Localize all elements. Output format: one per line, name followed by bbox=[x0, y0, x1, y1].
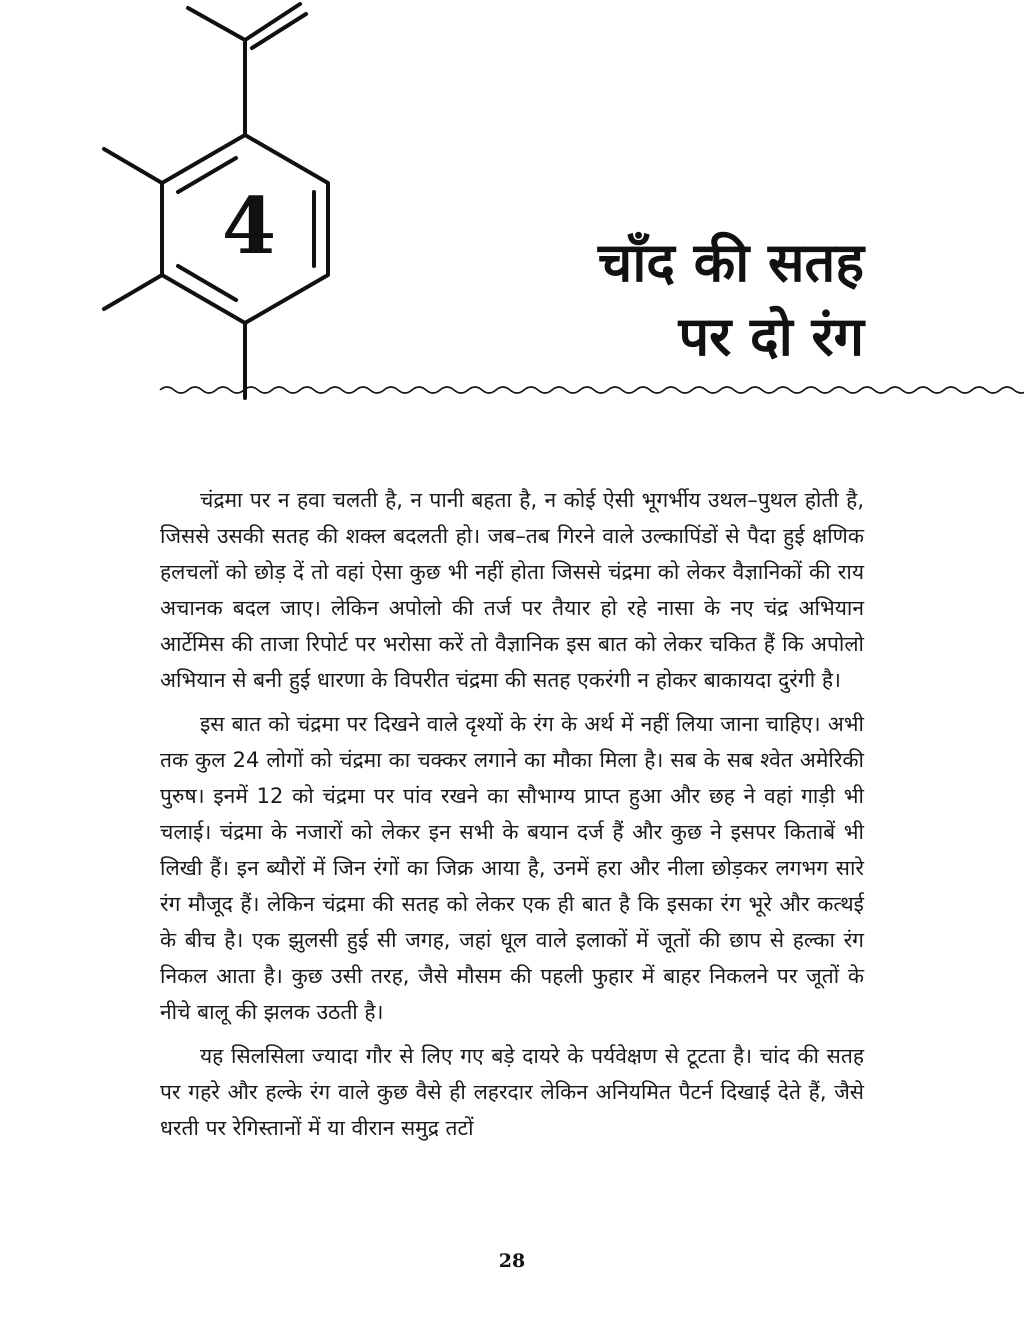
chapter-title-line-1: चाँद की सतह bbox=[598, 231, 864, 294]
wavy-underline bbox=[160, 387, 1024, 393]
body-text bbox=[160, 482, 864, 1154]
page-number: 28 bbox=[498, 1250, 526, 1272]
bond-lower-left bbox=[104, 275, 162, 309]
paragraph: इस बात को चंद्रमा पर दिखने वाले दृश्यों के रंग के अर्थ में नहीं लिया जाना चाहिए। अभी तक कुल 24 लोगों को चंद्रमा का चक्कर लगाने का मौका मिला है। सब के सब श्वेत अमेरिकी पुरुष। इनमें 12 को चंद्रमा पर पांव रखने का सौभाग्य प्राप्त हुआ और छह ने वहां गाड़ी भी चलाई। चंद्रमा के नजारों को लेकर इन सभी के बयान दर्ज हैं और कुछ ने इसपर किताबें भी लिखी हैं। इन ब्यौरों में जिन रंगों का जिक्र आया है, उनमें हरा और नीला छोड़कर लगभग सारे रंग मौजूद हैं। लेकिन चंद्रमा की सतह को लेकर एक ही बात है कि इसका रंग भूरे और कत्थई के बीच है। एक झुलसी हुई सी जगह, जहां धूल वाले इलाकों में जूतों की छाप से हल्का रंग निकल आता है। कुछ उसी तरह, जैसे मौसम की पहली फुहार में बाहर निकलने पर जूतों के नीचे बालू की झलक उठती है। bbox=[160, 712, 864, 1024]
chapter-title-line-2: पर दो रंग bbox=[678, 305, 864, 368]
chapter-number: 4 bbox=[221, 181, 277, 272]
bond-top-left bbox=[188, 8, 245, 40]
paragraph: यह सिलसिला ज्यादा गौर से लिए गए बड़े दायरे के पर्यवेक्षण से टूटता है। चांद की सतह पर गहरे और हल्के रंग वाले कुछ वैसे ही लहरदार लेकिन अनियमित पैटर्न दिखाई देते हैं, जैसे धरती पर रेगिस्तानों में या वीरान समुद्र तटों bbox=[160, 1044, 864, 1140]
hexagon-molecule-emblem bbox=[0, 0, 1024, 420]
chapter-title bbox=[598, 226, 864, 374]
paragraph: चंद्रमा पर न हवा चलती है, न पानी बहता है, न कोई ऐसी भूगर्भीय उथल–पुथल होती है, जिससे उसकी सतह की शक्ल बदलती हो। जब–तब गिरने वाले उल्कापिंडों से पैदा हुई क्षणिक हलचलों को छोड़ दें तो वहां ऐसा कुछ भी नहीं होता जिससे चंद्रमा को लेकर वैज्ञानिकों की राय अचानक बदल जाए। लेकिन अपोलो की तर्ज पर तैयार हो रहे नासा के नए चंद्र अभियान आर्टेमिस की ताजा रिपोर्ट पर भरोसा करें तो वैज्ञानिक इस बात को लेकर चकित हैं कि अपोलो अभियान से बनी हुई धारणा के विपरीत चंद्रमा की सतह एकरंगी न होकर बाकायदा दुरंगी है। bbox=[160, 488, 864, 692]
bond-upper-left bbox=[104, 149, 162, 183]
